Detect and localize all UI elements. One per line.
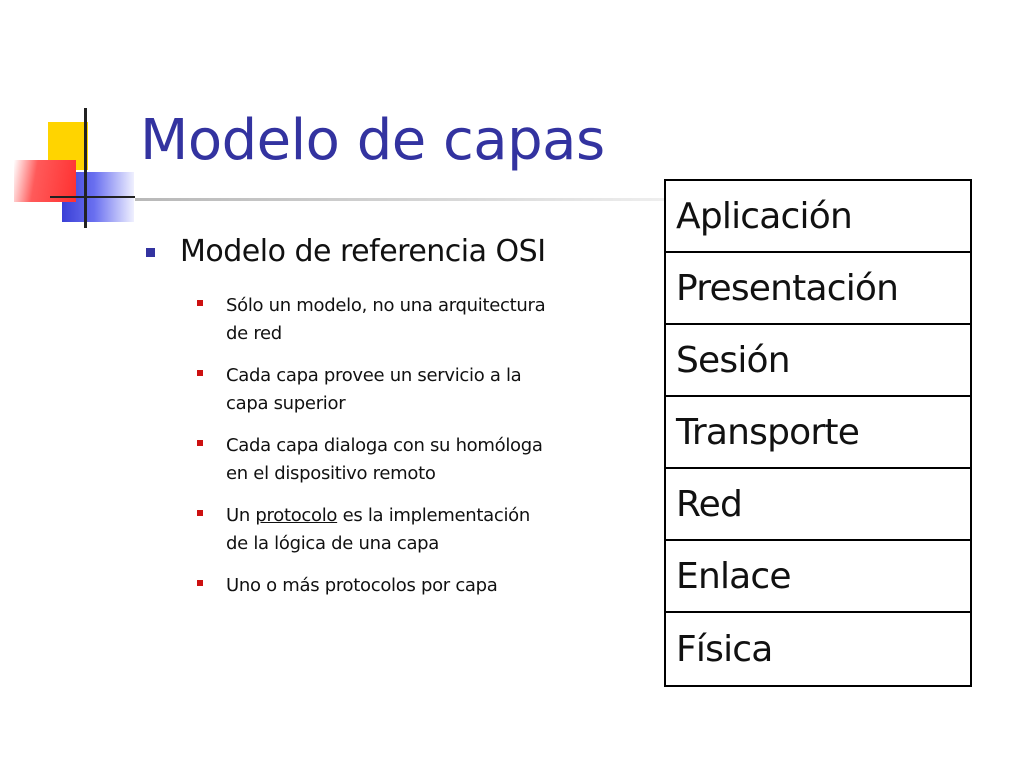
square-bullet-icon [197, 580, 203, 586]
osi-layers-table [664, 179, 972, 687]
osi-layer-label: Red [676, 483, 742, 525]
decorative-vertical-line [84, 108, 87, 228]
title-underline-rule [135, 198, 665, 201]
sub-bullet-list [140, 292, 560, 600]
bullet-content [140, 234, 560, 614]
sub-bullet-item [140, 572, 560, 600]
slide-title: Modelo de capas [140, 108, 605, 173]
main-bullet-text: Modelo de referencia OSI [180, 234, 546, 269]
square-bullet-icon [197, 440, 203, 446]
sub-bullet-text-cont: es la implementación de la lógica de una capa [226, 505, 530, 554]
osi-layer-fisica [666, 613, 970, 685]
sub-bullet-item [140, 432, 560, 488]
osi-layer-label: Enlace [676, 555, 791, 597]
sub-bullet-text: Uno o más protocolos por capa [226, 575, 498, 596]
protocolo-link[interactable]: protocolo [255, 505, 338, 526]
osi-layer-label: Transporte [676, 411, 860, 453]
square-bullet-icon [197, 300, 203, 306]
decorative-horizontal-line [50, 196, 135, 198]
osi-layer-label: Sesión [676, 339, 790, 381]
sub-bullet-text: Cada capa provee un servicio a la capa superior [226, 365, 522, 414]
osi-layer-enlace [666, 541, 970, 613]
osi-layer-presentacion [666, 253, 970, 325]
square-bullet-icon [197, 370, 203, 376]
sub-bullet-item [140, 362, 560, 418]
osi-layer-transporte [666, 397, 970, 469]
osi-layer-aplicacion [666, 181, 970, 253]
osi-layer-label: Presentación [676, 267, 899, 309]
osi-layer-label: Física [676, 628, 773, 670]
square-bullet-icon [197, 510, 203, 516]
sub-bullet-text: Un [226, 505, 256, 526]
sub-bullet-item [140, 502, 560, 558]
square-bullet-icon [146, 248, 155, 257]
main-bullet-item [140, 234, 560, 270]
sub-bullet-text: Cada capa dialoga con su homóloga en el dispositivo remoto [226, 435, 543, 484]
sub-bullet-text: Sólo un modelo, no una arquitectura de red [226, 295, 546, 344]
sub-bullet-item [140, 292, 560, 348]
osi-layer-red [666, 469, 970, 541]
osi-layer-label: Aplicación [676, 195, 852, 237]
osi-layer-sesion [666, 325, 970, 397]
